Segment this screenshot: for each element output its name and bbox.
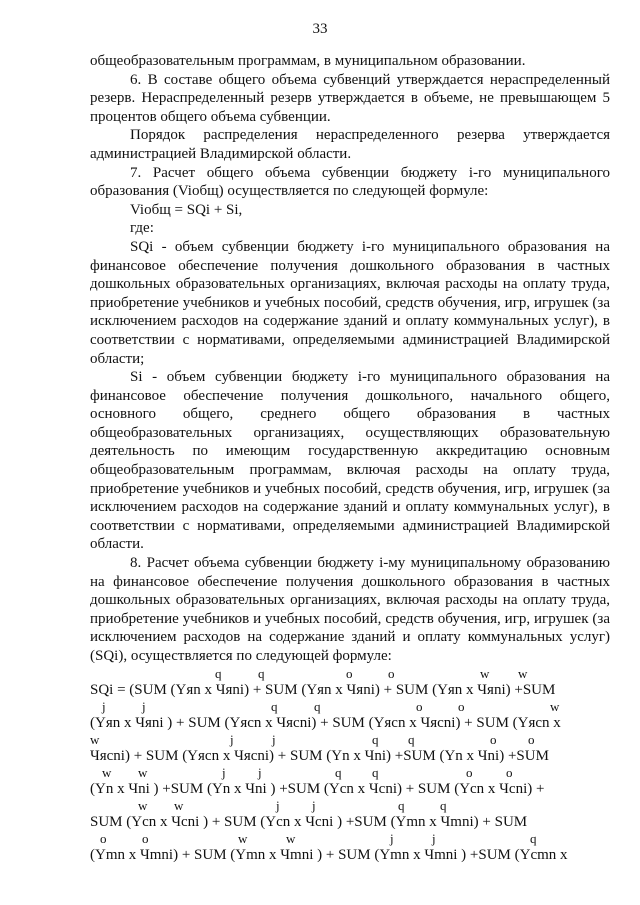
- superscript: q: [408, 731, 415, 747]
- superscript: j: [222, 764, 226, 780]
- sqi-formula: [90, 666, 610, 864]
- superscript: w: [174, 797, 184, 813]
- superscript: q: [530, 830, 537, 846]
- superscript: q: [271, 698, 278, 714]
- formula-line: SQi = (SUM (Yяn x Чяni) + SUM (Yяn x Чяni) + SUM (Yяn x Чяni) +SUM: [90, 681, 556, 698]
- page-number: 33: [312, 21, 328, 37]
- superscript: j: [276, 797, 280, 813]
- superscript: o: [142, 830, 149, 846]
- superscript: w: [138, 764, 148, 780]
- superscript: j: [272, 731, 276, 747]
- superscript: q: [440, 797, 447, 813]
- superscript: o: [100, 830, 107, 846]
- formula-superscripts: [90, 666, 610, 681]
- formula-line: (Yяn x Чяni ) + SUM (Yясn x Чясni) + SUM (Yясn x Чясni) + SUM (Yясn x: [90, 714, 561, 731]
- superscript: j: [432, 830, 436, 846]
- formula-superscripts: [90, 831, 610, 846]
- paragraph: где:: [130, 220, 154, 237]
- formula-line: Чясni) + SUM (Yясn x Чясni) + SUM (Yn x Чni) +SUM (Yn x Чni) +SUM: [90, 747, 549, 764]
- superscript: j: [102, 698, 106, 714]
- superscript: w: [90, 731, 100, 747]
- superscript: w: [102, 764, 112, 780]
- formula-line: SUM (Ycn x Чcni ) + SUM (Ycn x Чcni ) +SUM (Ymn x Чmni) + SUM: [90, 813, 528, 830]
- superscript: q: [215, 665, 222, 681]
- paragraph: 7. Расчет общего объема субвенции бюджету i-го муниципального образования (Viобщ) осуществляется по следующей формуле:: [90, 164, 610, 200]
- paragraph: 8. Расчет объема субвенции бюджету i-му муниципальному образованию на финансовое обеспечение получения дошкольного образования в частных дошкольных образовательных организациях, включая расходы на оплату труда, приобретение учебников и учебных пособий, средств обучения, игр, игрушек (за исключением расходов на содержание зданий и оплату коммунальных услуг) (SQi), осуществляется по следующей формуле:: [90, 555, 610, 664]
- superscript: w: [138, 797, 148, 813]
- superscript: w: [480, 665, 490, 681]
- formula-superscripts: [90, 732, 610, 747]
- superscript: w: [286, 830, 296, 846]
- definition-sqi: SQi - объем субвенции бюджету i-го муниципального образования на финансовое обеспечение получения дошкольного образования в частных дошкольных образовательных организациях, включая расходы на оплату труда, приобретение учебников и учебных пособий, средств обучения, игр, игрушек (за исключением расходов на содержание зданий и оплату коммунальных услуг), в соответствии с нормативами, определяемыми администрацией Владимирской области;: [90, 238, 610, 367]
- formula-superscripts: [90, 699, 610, 714]
- superscript: j: [390, 830, 394, 846]
- superscript: q: [314, 698, 321, 714]
- document-body: [90, 52, 610, 864]
- superscript: o: [416, 698, 423, 714]
- superscript: q: [335, 764, 342, 780]
- formula-superscripts: [90, 765, 610, 780]
- definition-si: Si - объем субвенции бюджету i-го муниципального образования на финансовое обеспечение получения дошкольного, начального общего, основного общего, среднего общего образования в частных общеобразовательных организациях, осуществляющих образовательную деятельность по имеющим государственную аккредитацию основным общеобразовательным программам, включая расходы на оплату труда, приобретение учебников и учебных пособий, средств обучения, игр, игрушек (за исключением расходов на содержание зданий и оплату коммунальных услуг), в соответствии с нормативами, определяемыми администрацией Владимирской области.: [90, 369, 610, 553]
- superscript: q: [258, 665, 265, 681]
- superscript: q: [398, 797, 405, 813]
- paragraph: 6. В составе общего объема субвенций утверждается нераспределенный резерв. Нераспределенный резерв утверждается в объеме, не превышающем 5 процентов общего объема субвенции.: [90, 71, 610, 125]
- superscript: j: [230, 731, 234, 747]
- superscript: q: [372, 731, 379, 747]
- superscript: w: [238, 830, 248, 846]
- superscript: w: [550, 698, 560, 714]
- paragraph: общеобразовательным программам, в муниципальном образовании.: [90, 53, 526, 69]
- superscript: j: [312, 797, 316, 813]
- formula-line: (Ymn x Чmni) + SUM (Ymn x Чmni ) + SUM (Ymn x Чmni ) +SUM (Ycmn x: [90, 846, 568, 863]
- superscript: o: [490, 731, 497, 747]
- superscript: j: [258, 764, 262, 780]
- formula-superscripts: [90, 798, 610, 813]
- superscript: o: [466, 764, 473, 780]
- formula-line: (Yn x Чni ) +SUM (Yn x Чni ) +SUM (Ycn x Чcni) + SUM (Ycn x Чcni) +: [90, 780, 545, 797]
- superscript: o: [388, 665, 395, 681]
- superscript: j: [142, 698, 146, 714]
- paragraph: Порядок распределения нераспределенного резерва утверждается администрацией Владимирской области.: [90, 127, 610, 162]
- superscript: o: [458, 698, 465, 714]
- superscript: w: [518, 665, 528, 681]
- superscript: o: [506, 764, 513, 780]
- superscript: o: [528, 731, 535, 747]
- formula-total: Viобщ = SQi + Si,: [130, 201, 243, 218]
- superscript: q: [372, 764, 379, 780]
- superscript: o: [346, 665, 353, 681]
